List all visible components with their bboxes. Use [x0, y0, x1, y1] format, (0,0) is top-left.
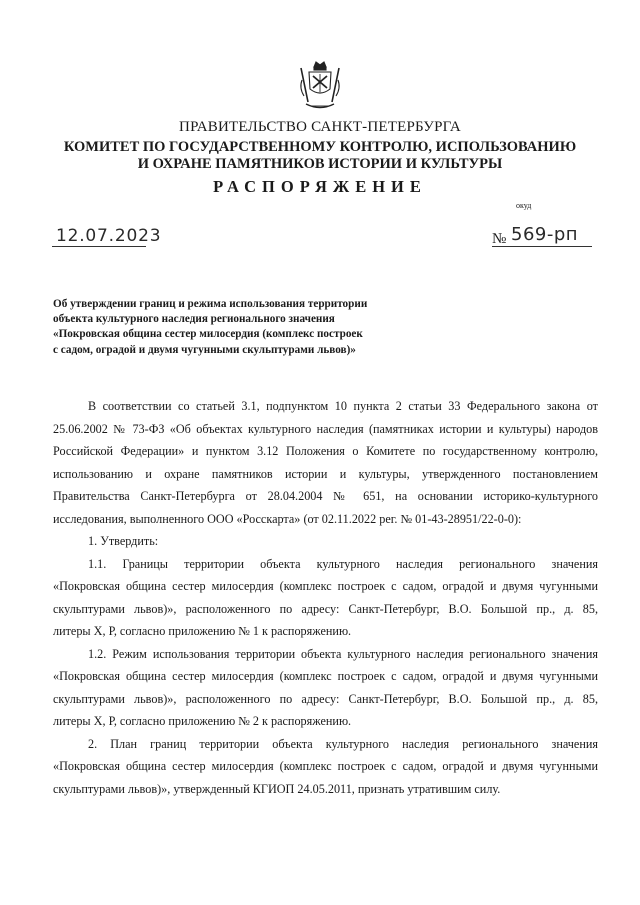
body-line: литеры Х, Р, согласно приложению № 2 к распоряжению.	[53, 714, 352, 728]
subject-line: «Покровская община сестер милосердия (комплекс построек	[53, 328, 363, 341]
okud-label: окуд	[516, 201, 532, 210]
body-line: использованию и охране памятников истории и культуры, утвержденного постановлением	[53, 466, 598, 481]
subject-line: Об утверждении границ и режима использования территории	[53, 298, 368, 310]
body-line: Правительства Санкт-Петербурга от 28.04.2004 № 651, на основании историко-культурного	[53, 489, 598, 503]
coat-of-arms-icon	[298, 58, 342, 114]
body-line: В соответствии со статьей 3.1, подпунктом 10 пункта 2 статьи 33 Федерального закона от	[88, 399, 598, 413]
body-line: 25.06.2002 № 73-ФЗ «Об объектах культурного наследия (памятниках истории и культуры) народов	[53, 421, 598, 436]
committee-name-line-2: И ОХРАНЕ ПАМЯТНИКОВ ИСТОРИИ И КУЛЬТУРЫ	[137, 156, 503, 172]
body-line: исследования, выполненного ООО «Росскарта» (от 02.11.2022 рег. № 01-43-28951/22-0-0):	[53, 511, 522, 526]
body-line: 1.1. Границы территории объекта культурного наследия регионального значения	[88, 556, 598, 571]
date-underline	[52, 246, 146, 247]
body-line: «Покровская община сестер милосердия (комплекс построек с садом, оградой и двумя чугунными	[53, 759, 598, 773]
government-name: ПРАВИТЕЛЬСТВО САНКТ-ПЕТЕРБУРГА	[179, 119, 461, 135]
document-subject	[53, 297, 433, 358]
body-line: 2. План границ территории объекта культурного наследия регионального значения	[88, 736, 598, 751]
document-type: РАСПОРЯЖЕНИЕ	[213, 177, 427, 196]
body-line: литеры Х, Р, согласно приложению № 1 к распоряжению.	[53, 624, 352, 638]
subject-line: объекта культурного наследия регионального значения	[53, 313, 335, 326]
document-number: 569-рп	[511, 224, 579, 245]
document-body	[53, 395, 598, 800]
document-date: 12.07.2023	[56, 226, 162, 246]
body-line: 1. Утвердить:	[88, 534, 159, 548]
subject-line: с садом, оградой и двумя чугунными скульптурами львов)»	[53, 343, 356, 356]
body-line: 1.2. Режим использования территории объекта культурного наследия регионального значения	[88, 646, 598, 661]
body-line: «Покровская община сестер милосердия (комплекс построек с садом, оградой и двумя чугунными	[53, 579, 598, 593]
body-line: скульптурами львов)», расположенного по адресу: Санкт-Петербург, В.О. Большой пр., д. 85,	[53, 601, 598, 616]
body-line: «Покровская община сестер милосердия (комплекс построек с садом, оградой и двумя чугунными	[53, 669, 598, 683]
committee-name-line-1: КОМИТЕТ ПО ГОСУДАРСТВЕННОМУ КОНТРОЛЮ, ИСПОЛЬЗОВАНИЮ	[63, 139, 577, 155]
body-line: скульптурами львов)», утвержденный КГИОП 24.05.2011, признать утратившим силу.	[53, 781, 501, 796]
number-label: №	[492, 231, 507, 247]
body-line: Российской Федерации» и пунктом 3.12 Положения о Комитете по государственному контролю,	[53, 444, 598, 458]
number-underline	[492, 246, 592, 247]
body-line: скульптурами львов)», расположенного по адресу: Санкт-Петербург, В.О. Большой пр., д. 85,	[53, 691, 598, 706]
